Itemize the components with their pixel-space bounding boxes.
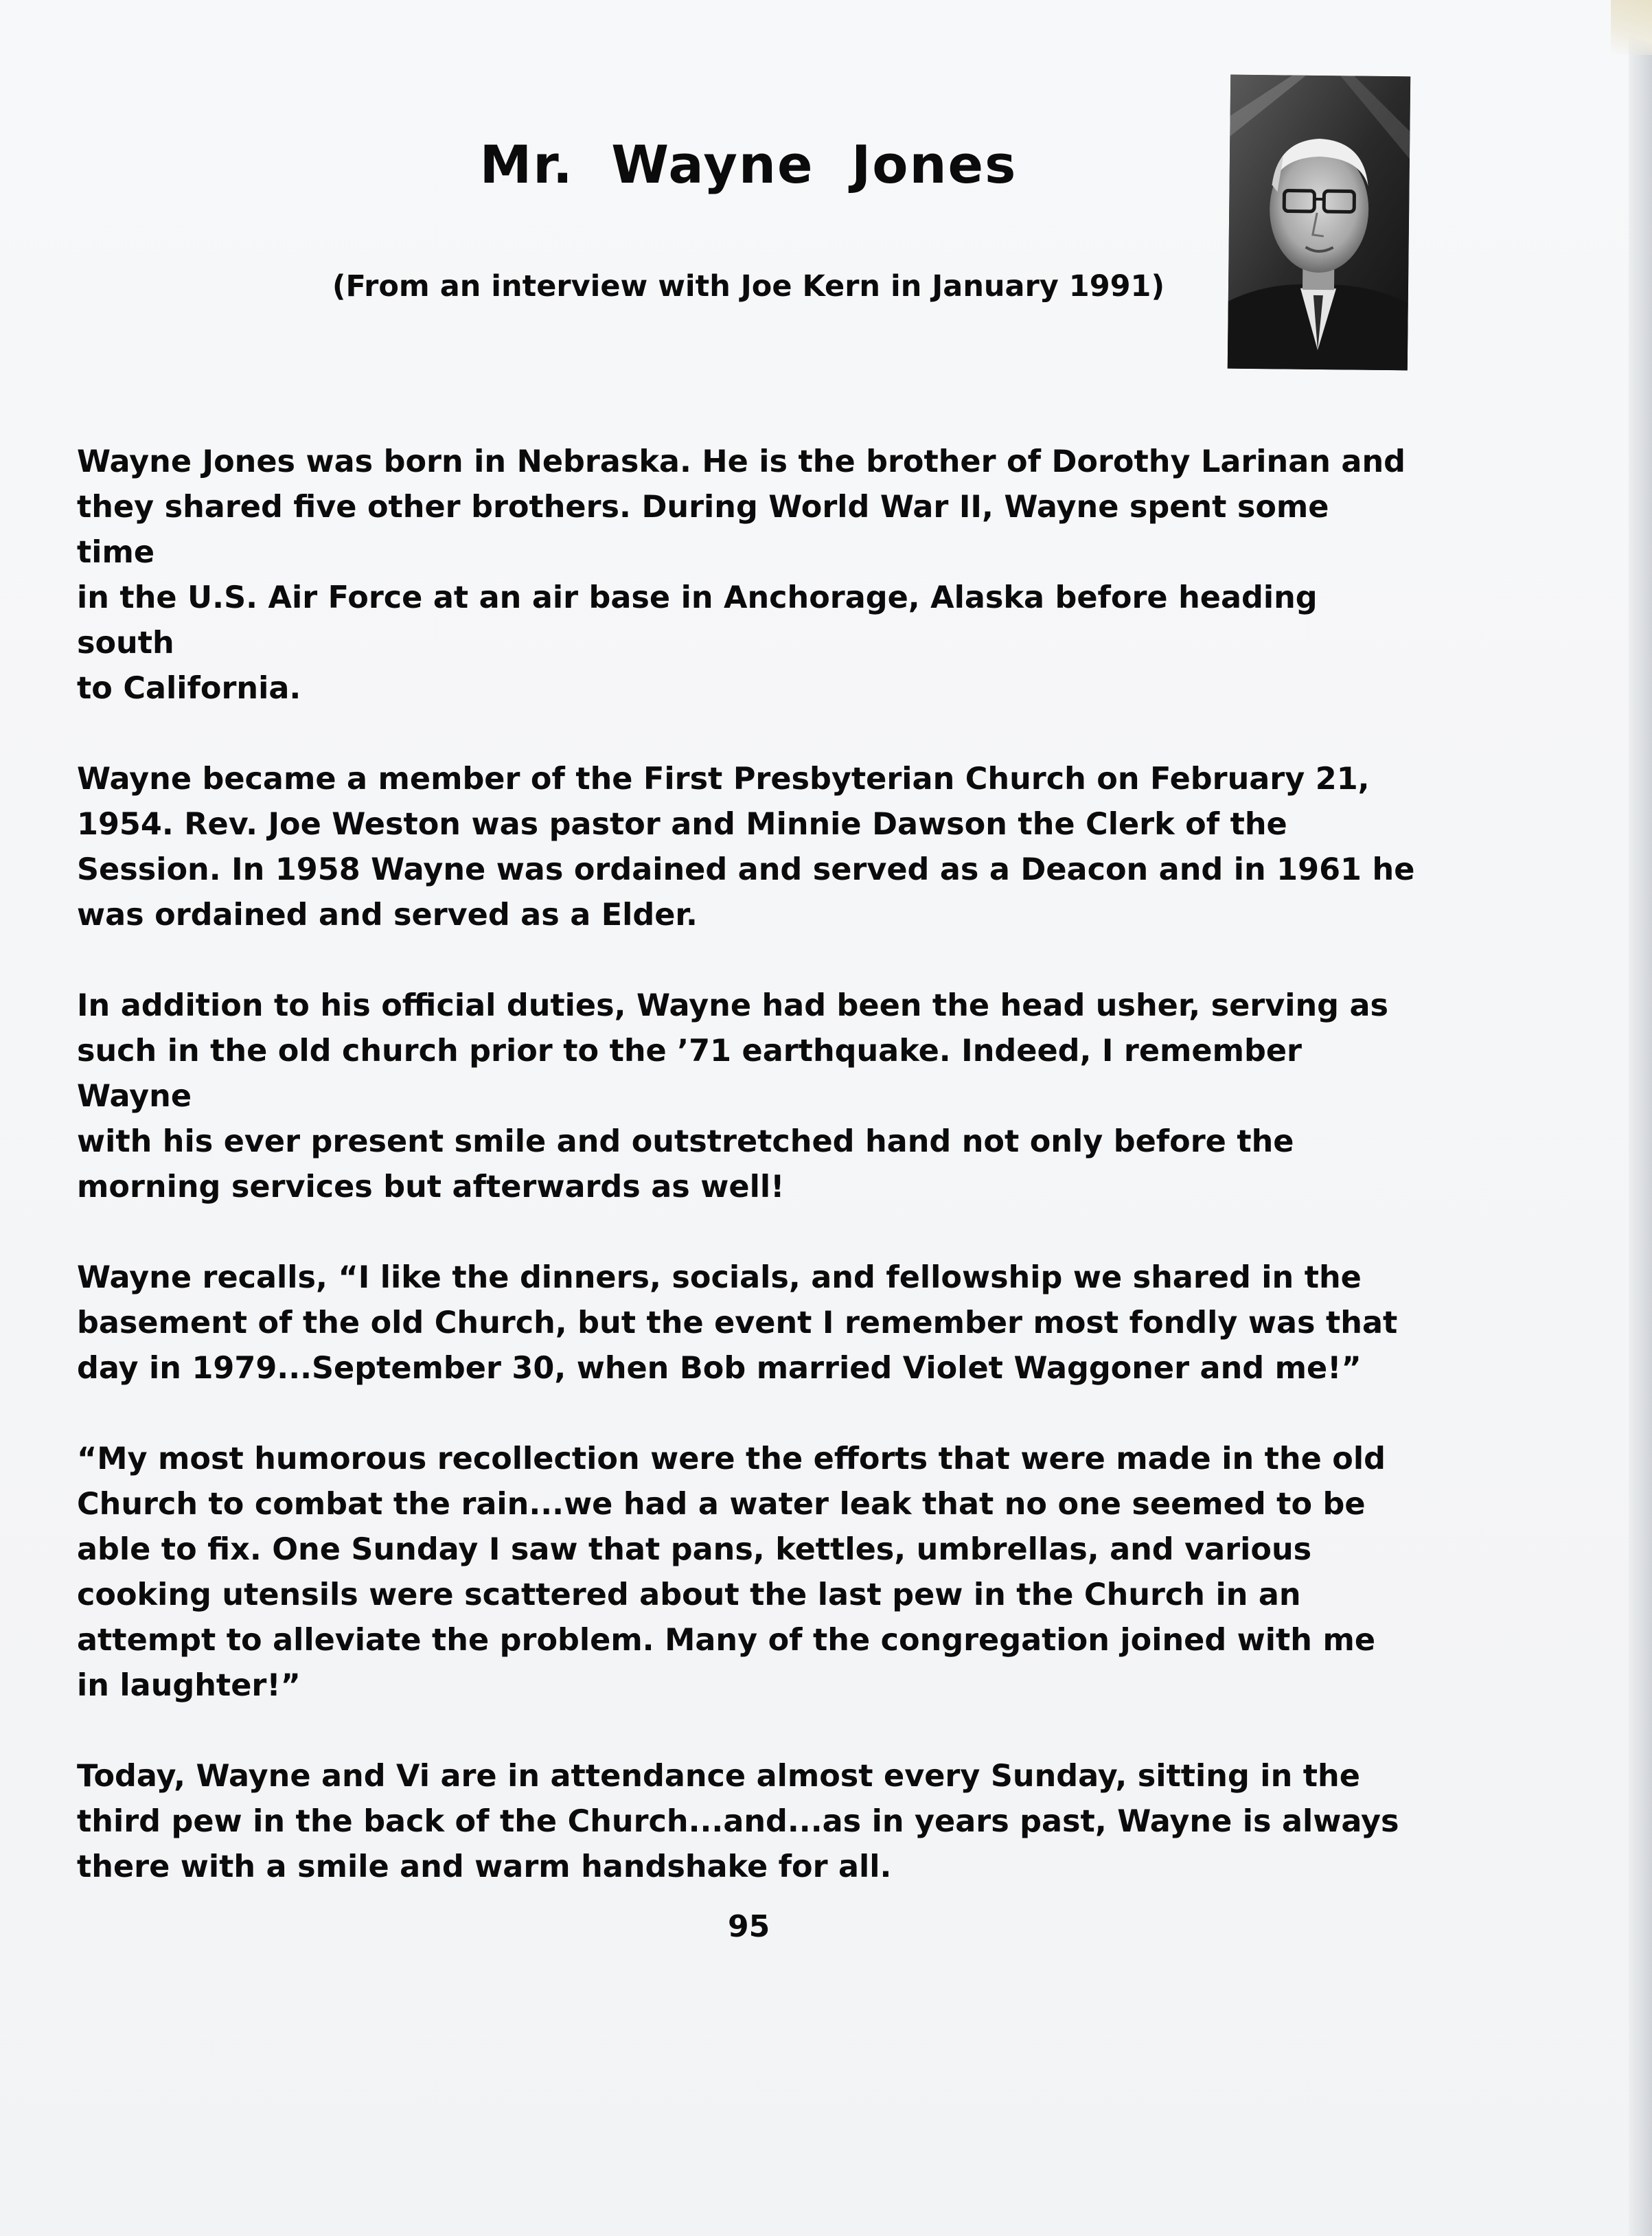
page-title: Mr. Wayne Jones [479, 134, 1018, 195]
article-body [77, 440, 1416, 1935]
page-edge [1629, 0, 1652, 2236]
portrait-photo [1228, 75, 1410, 371]
page-corner-discoloration [1611, 0, 1652, 55]
paragraph-5: “My most humorous recollection were the efforts that were made in the old Church to combat the rain...we had a water leak that no one seemed to be able to fix. One Sunday I saw that pans, kettles, umbrellas, and various cooking utensils were scattered about the last pew in the Church in an attempt to alleviate the problem. Many of the congregation joined with me in laughter!” [77, 1441, 1386, 1703]
portrait-photo-graphic [1228, 75, 1410, 371]
page-number: 95 [728, 1909, 770, 1944]
page-subtitle: (From an interview with Joe Kern in January 1991) [332, 269, 1165, 304]
paragraph-2: Wayne became a member of the First Presbyterian Church on February 21, 1954. Rev. Joe Weston was pastor and Minnie Dawson the Clerk of the Session. In 1958 Wayne was ordained and served as a Deacon and in 1961 he was ordained and served as a Elder. [77, 762, 1415, 933]
paragraph-3: In addition to his official duties, Wayne had been the head usher, serving as such in the old church prior to the ’71 earthquake. Indeed, I remember Wayne with his ever present smile and outstretched hand not only before the morning services but afterwards as well! [77, 988, 1389, 1205]
paragraph-4: Wayne recalls, “I like the dinners, socials, and fellowship we shared in the basement of the old Church, but the event I remember most fondly was that day in 1979...September 30, when Bob married Violet Waggoner and me!” [77, 1260, 1398, 1386]
paragraph-6: Today, Wayne and Vi are in attendance almost every Sunday, sitting in the third pew in the back of the Church...and...as in years past, Wayne is always there with a smile and warm handshake for all. [77, 1759, 1399, 1884]
paragraph-1: Wayne Jones was born in Nebraska. He is the brother of Dorothy Larinan and they shared five other brothers. During World War II, Wayne spent some time in the U.S. Air Force at an air base in Anchorage, Alaska before heading south to California. [77, 444, 1406, 706]
